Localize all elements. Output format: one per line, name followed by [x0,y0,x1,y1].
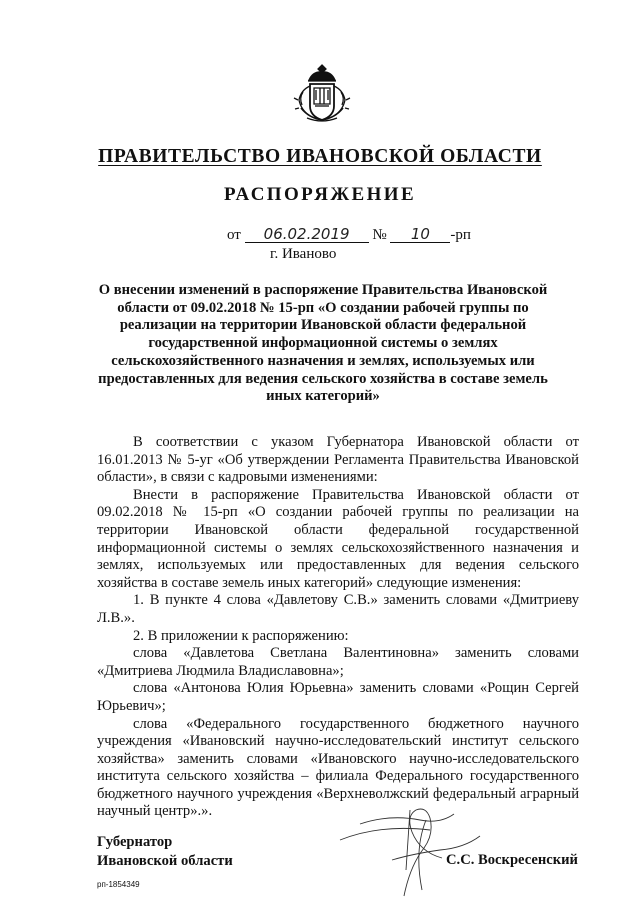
registration-number: рп-1854349 [97,880,140,889]
city: г. Иваново [270,246,337,262]
coat-of-arms-emblem [289,62,355,128]
paragraph-replace-2: слова «Антонова Юлия Юрьевна» заменить словами «Рощин Сергей Юрьевич»; [97,680,579,714]
document-body [97,434,579,821]
document-type: РАСПОРЯЖЕНИЕ [223,184,417,205]
number-suffix: -рп [450,227,471,243]
signatory-role-line-1: Губернатор [97,834,173,850]
paragraph-replace-3: слова «Федерального государственного бюджетного научного учреждения «Ивановский научно-исследовательский институт сельского хозяйства» заменить словами «Ивановского научно-исследовательского института сельского хозяйства – филиала Федерального государственного бюджетного научного учреждения «Верхневолжский федеральный аграрный научный центр».». [97,715,579,820]
number-field: 10 [390,226,450,243]
signatory-name: С.С. Воскресенский [446,852,578,868]
paragraph-basis: В соответствии с указом Губернатора Ивановской области от 16.01.2013 № 5-уг «Об утверждении Регламента Правительства Ивановской области», в связи с кадровыми изменениями: [97,434,579,486]
handwritten-signature [300,790,500,905]
number-sign: № [372,227,387,243]
signatory-role [97,833,233,870]
document-subject: О внесении изменений в распоряжение Правительства Ивановской области от 09.02.2018 № 15-рп «О создании рабочей группы по реализации на территории Ивановской области федеральной государственной информационной системы о землях сельскохозяйственного назначения и землях, используемых или предоставленных для ведения сельского хозяйства в составе земель иных категорий» [98,282,548,405]
date-field: 06.02.2019 [245,226,369,243]
paragraph-replace-1: слова «Давлетова Светлана Валентиновна» заменить словами «Дмитриева Людмила Владиславовна»; [97,645,579,679]
date-prefix: от [227,227,241,243]
paragraph-item-2: 2. В приложении к распоряжению: [133,627,349,644]
paragraph-amend: Внести в распоряжение Правительства Ивановской области от 09.02.2018 № 15-рп «О создании рабочей группы по реализации на территории Ивановской области федеральной государственной информационной системы о землях сельскохозяйственного назначения и землях, используемых или предоставленных для ведения сельского хозяйства в составе земель иных категорий» следующие изменения: [97,486,579,591]
paragraph-item-1: 1. В пункте 4 слова «Давлетову С.В.» заменить словами «Дмитриеву Л.В.». [97,592,579,626]
date-number-line [227,226,471,244]
government-title: ПРАВИТЕЛЬСТВО ИВАНОВСКОЙ ОБЛАСТИ [98,146,542,167]
signatory-role-line-2: Ивановской области [97,852,233,869]
